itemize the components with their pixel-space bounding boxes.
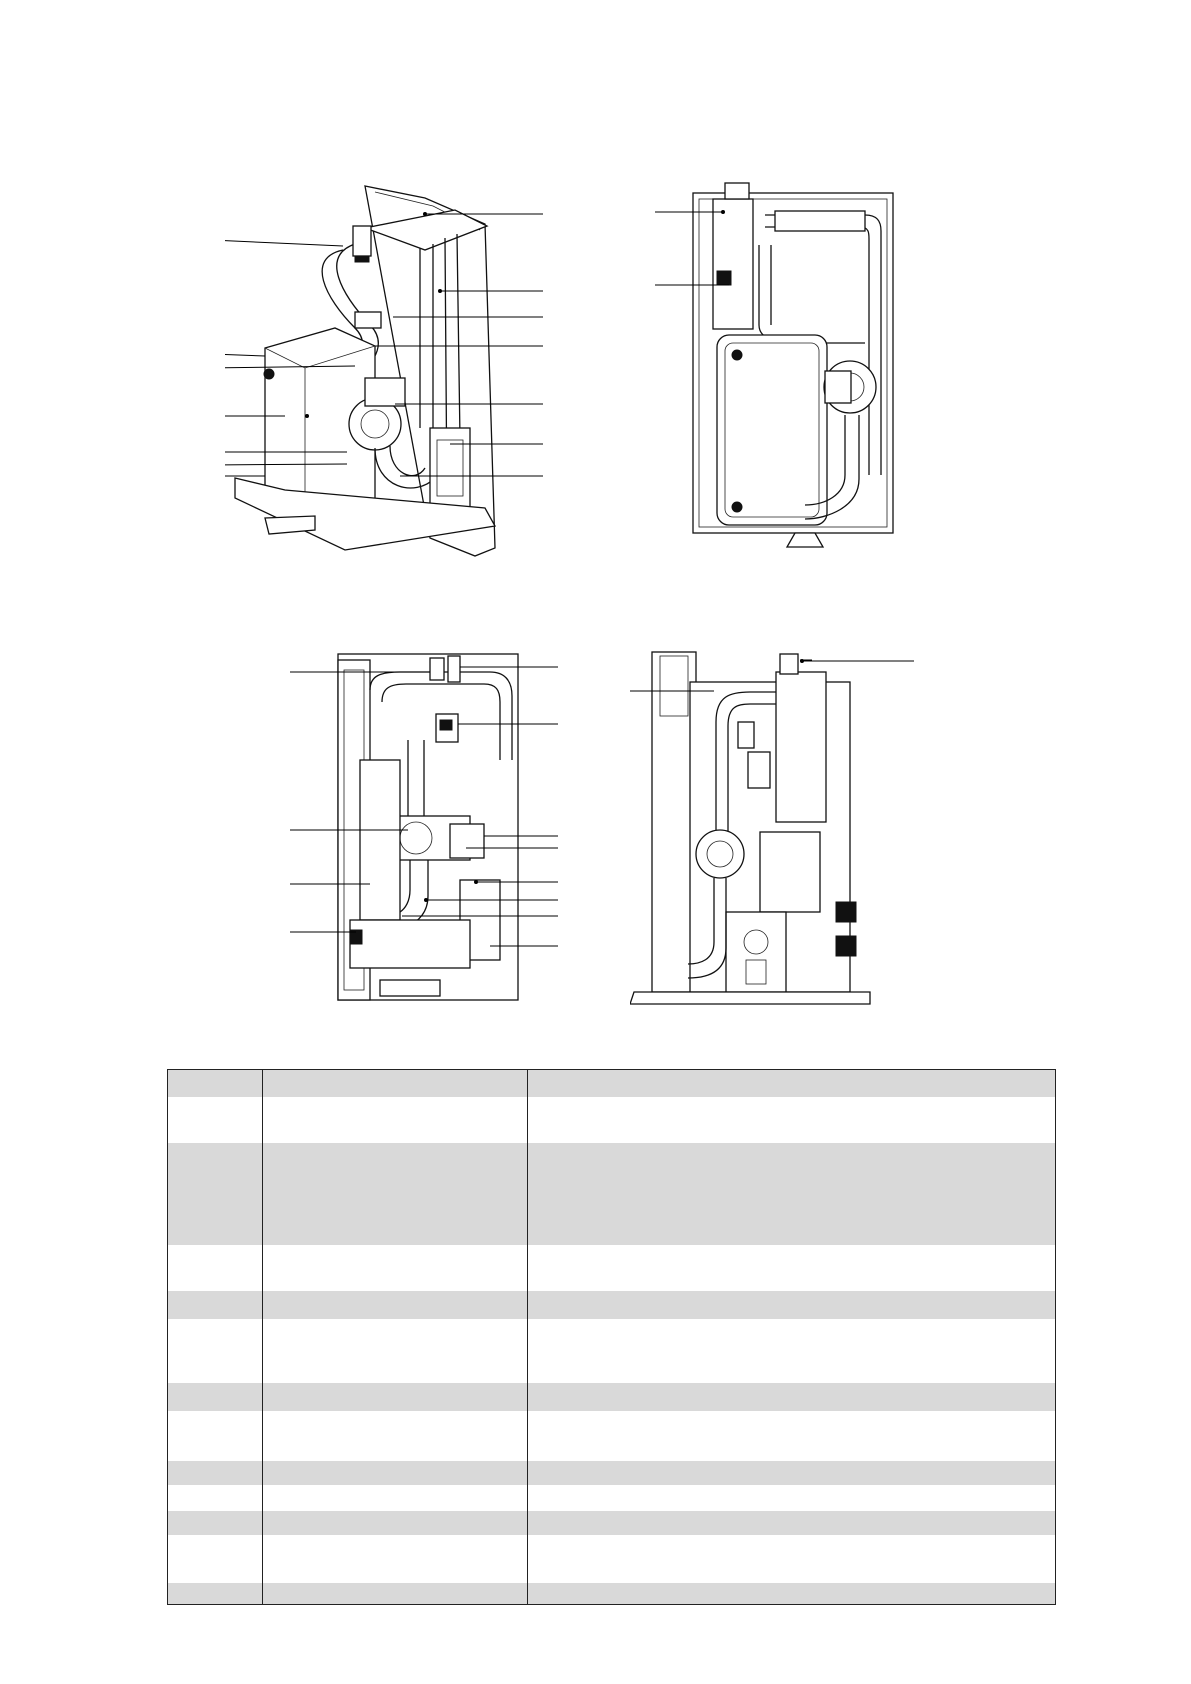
part-description-cell bbox=[528, 1511, 1056, 1535]
isometric-view-figure bbox=[225, 178, 545, 598]
part-description-cell bbox=[528, 1411, 1056, 1461]
part-number-cell bbox=[168, 1245, 263, 1291]
part-description-cell bbox=[528, 1535, 1056, 1583]
part-number-cell bbox=[168, 1535, 263, 1583]
rear-view-figure bbox=[290, 650, 560, 1030]
table-row bbox=[168, 1319, 1056, 1383]
table-row bbox=[168, 1583, 1056, 1605]
part-name-cell bbox=[263, 1485, 528, 1511]
part-number-cell bbox=[168, 1291, 263, 1319]
parts-table-body bbox=[168, 1070, 1056, 1605]
part-number-cell bbox=[168, 1070, 263, 1097]
part-number-cell bbox=[168, 1143, 263, 1245]
part-description-cell bbox=[528, 1143, 1056, 1245]
table-row bbox=[168, 1461, 1056, 1485]
table-row bbox=[168, 1485, 1056, 1511]
part-description-cell bbox=[528, 1245, 1056, 1291]
part-description-cell bbox=[528, 1383, 1056, 1411]
part-number-cell bbox=[168, 1511, 263, 1535]
part-number-cell bbox=[168, 1583, 263, 1605]
part-number-cell bbox=[168, 1485, 263, 1511]
parts-table bbox=[167, 1069, 1056, 1605]
table-row bbox=[168, 1411, 1056, 1461]
part-name-cell bbox=[263, 1291, 528, 1319]
part-number-cell bbox=[168, 1411, 263, 1461]
part-description-cell bbox=[528, 1291, 1056, 1319]
part-description-cell bbox=[528, 1583, 1056, 1605]
table-row bbox=[168, 1511, 1056, 1535]
table-row bbox=[168, 1535, 1056, 1583]
table-row bbox=[168, 1097, 1056, 1143]
front-view-drawing bbox=[655, 175, 915, 575]
part-name-cell bbox=[263, 1097, 528, 1143]
part-number-cell bbox=[168, 1383, 263, 1411]
table-row bbox=[168, 1143, 1056, 1245]
table-row bbox=[168, 1070, 1056, 1097]
side-view-drawing bbox=[630, 642, 920, 1042]
part-description-cell bbox=[528, 1070, 1056, 1097]
part-number-cell bbox=[168, 1319, 263, 1383]
part-description-cell bbox=[528, 1319, 1056, 1383]
rear-view-drawing bbox=[290, 650, 560, 1030]
table-row bbox=[168, 1383, 1056, 1411]
part-description-cell bbox=[528, 1097, 1056, 1143]
part-name-cell bbox=[263, 1383, 528, 1411]
part-name-cell bbox=[263, 1070, 528, 1097]
part-description-cell bbox=[528, 1461, 1056, 1485]
side-view-figure bbox=[630, 642, 920, 1042]
part-number-cell bbox=[168, 1461, 263, 1485]
part-name-cell bbox=[263, 1411, 528, 1461]
part-name-cell bbox=[263, 1319, 528, 1383]
part-description-cell bbox=[528, 1485, 1056, 1511]
part-name-cell bbox=[263, 1461, 528, 1485]
part-name-cell bbox=[263, 1511, 528, 1535]
table-row bbox=[168, 1245, 1056, 1291]
table-row bbox=[168, 1291, 1056, 1319]
part-name-cell bbox=[263, 1583, 528, 1605]
isometric-view-drawing bbox=[225, 178, 545, 598]
front-view-figure bbox=[655, 175, 915, 575]
part-number-cell bbox=[168, 1097, 263, 1143]
part-name-cell bbox=[263, 1245, 528, 1291]
part-name-cell bbox=[263, 1535, 528, 1583]
part-name-cell bbox=[263, 1143, 528, 1245]
